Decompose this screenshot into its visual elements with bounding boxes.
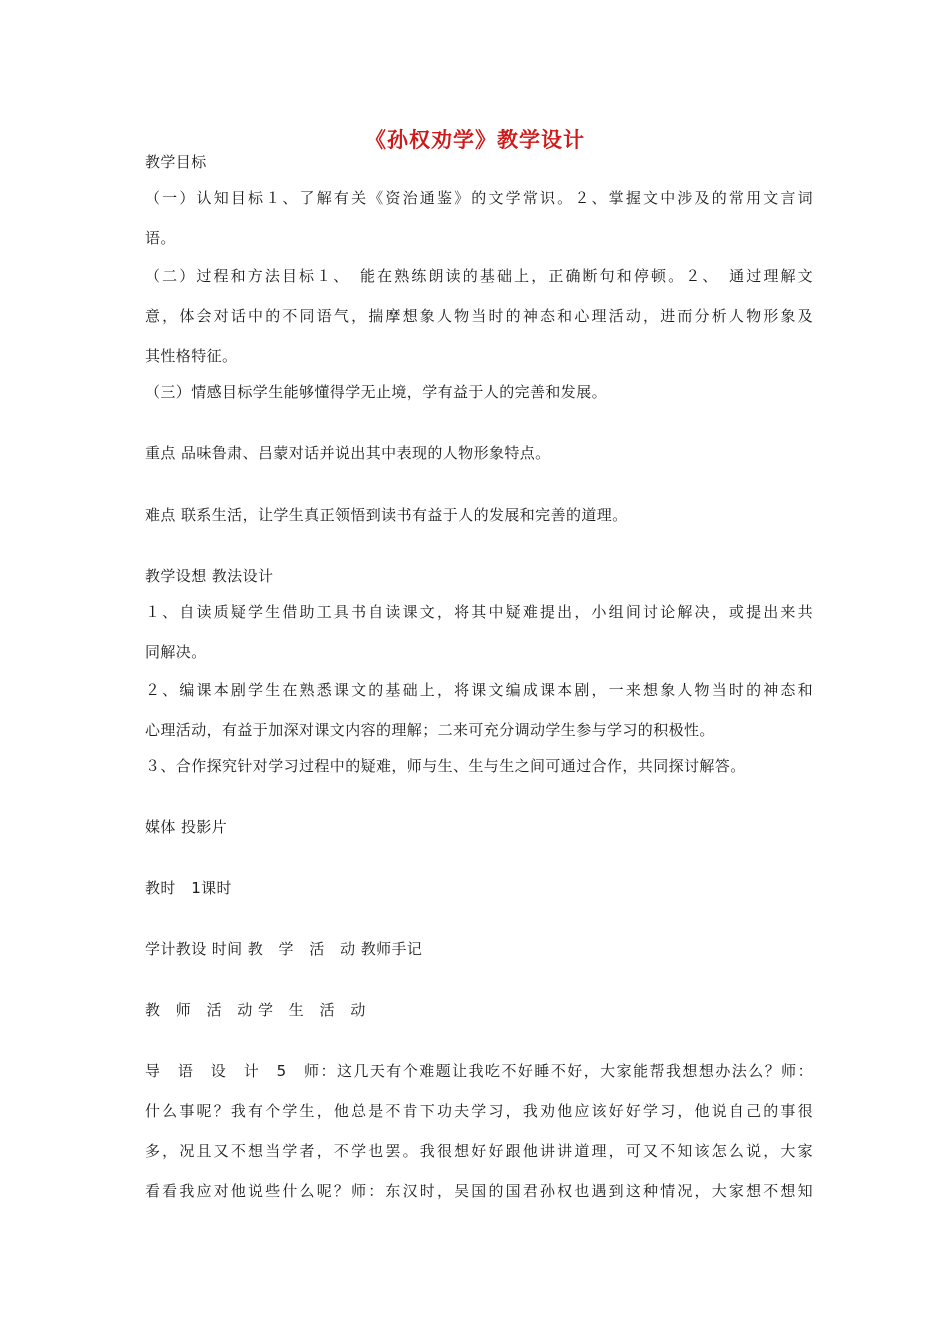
heading-teaching-goals: 教学目标	[145, 153, 207, 171]
document-title: 《孙权劝学》教学设计	[365, 128, 585, 152]
paragraph-line: 导 语 设 计 5 师：这几天有个难题让我吃不好睡不好，大家能帮我想想办法么？师：	[145, 1062, 813, 1080]
paragraph-line: （二）过程和方法目标１、 能在熟练朗读的基础上，正确断句和停顿。２、 通过理解文	[145, 267, 813, 285]
paragraph-line: １、自读质疑学生借助工具书自读课文，将其中疑难提出，小组间讨论解决，或提出来共	[145, 603, 813, 621]
paragraph-line: 多，况且又不想当学者，不学也罢。我很想好好跟他讲讲道理，可又不知该怎么说，大家	[145, 1142, 813, 1160]
table-subheader-line: 教 师 活 动 学 生 活 动	[145, 1001, 366, 1019]
paragraph-line: ２、编课本剧学生在熟悉课文的基础上，将课文编成课本剧，一来想象人物当时的神态和	[145, 681, 813, 699]
paragraph-line: 意，体会对话中的不同语气，揣摩想象人物当时的神态和心理活动，进而分析人物形象及	[145, 307, 813, 325]
paragraph-line: 其性格特征。	[145, 347, 238, 365]
key-point-line: 重点 品味鲁肃、吕蒙对话并说出其中表现的人物形象特点。	[145, 444, 551, 462]
paragraph-line: 心理活动，有益于加深对课文内容的理解；二来可充分调动学生参与学习的积极性。	[145, 721, 715, 739]
paragraph-line: （三）情感目标学生能够懂得学无止境，学有益于人的完善和发展。	[145, 383, 608, 401]
lesson-time-line: 教时 1课时	[145, 879, 232, 897]
heading-teaching-design: 教学设想 教法设计	[145, 567, 274, 585]
table-header-line: 学计教设 时间 教 学 活 动 教师手记	[145, 940, 423, 958]
paragraph-line: 看看我应对他说些什么呢？师：东汉时，吴国的国君孙权也遇到这种情况，大家想不想知	[145, 1182, 813, 1200]
paragraph-line: （一）认知目标１、了解有关《资治通鉴》的文学常识。２、掌握文中涉及的常用文言词	[145, 189, 813, 207]
paragraph-line: 什么事呢？我有个学生，他总是不肯下功夫学习，我劝他应该好好学习，他说自己的事很	[145, 1102, 813, 1120]
paragraph-line: 语。	[145, 229, 176, 247]
paragraph-line: 同解决。	[145, 643, 207, 661]
difficulty-line: 难点 联系生活，让学生真正领悟到读书有益于人的发展和完善的道理。	[145, 506, 628, 524]
paragraph-line: ３、合作探究针对学习过程中的疑难，师与生、生与生之间可通过合作，共同探讨解答。	[145, 757, 746, 775]
media-line: 媒体 投影片	[145, 818, 228, 836]
